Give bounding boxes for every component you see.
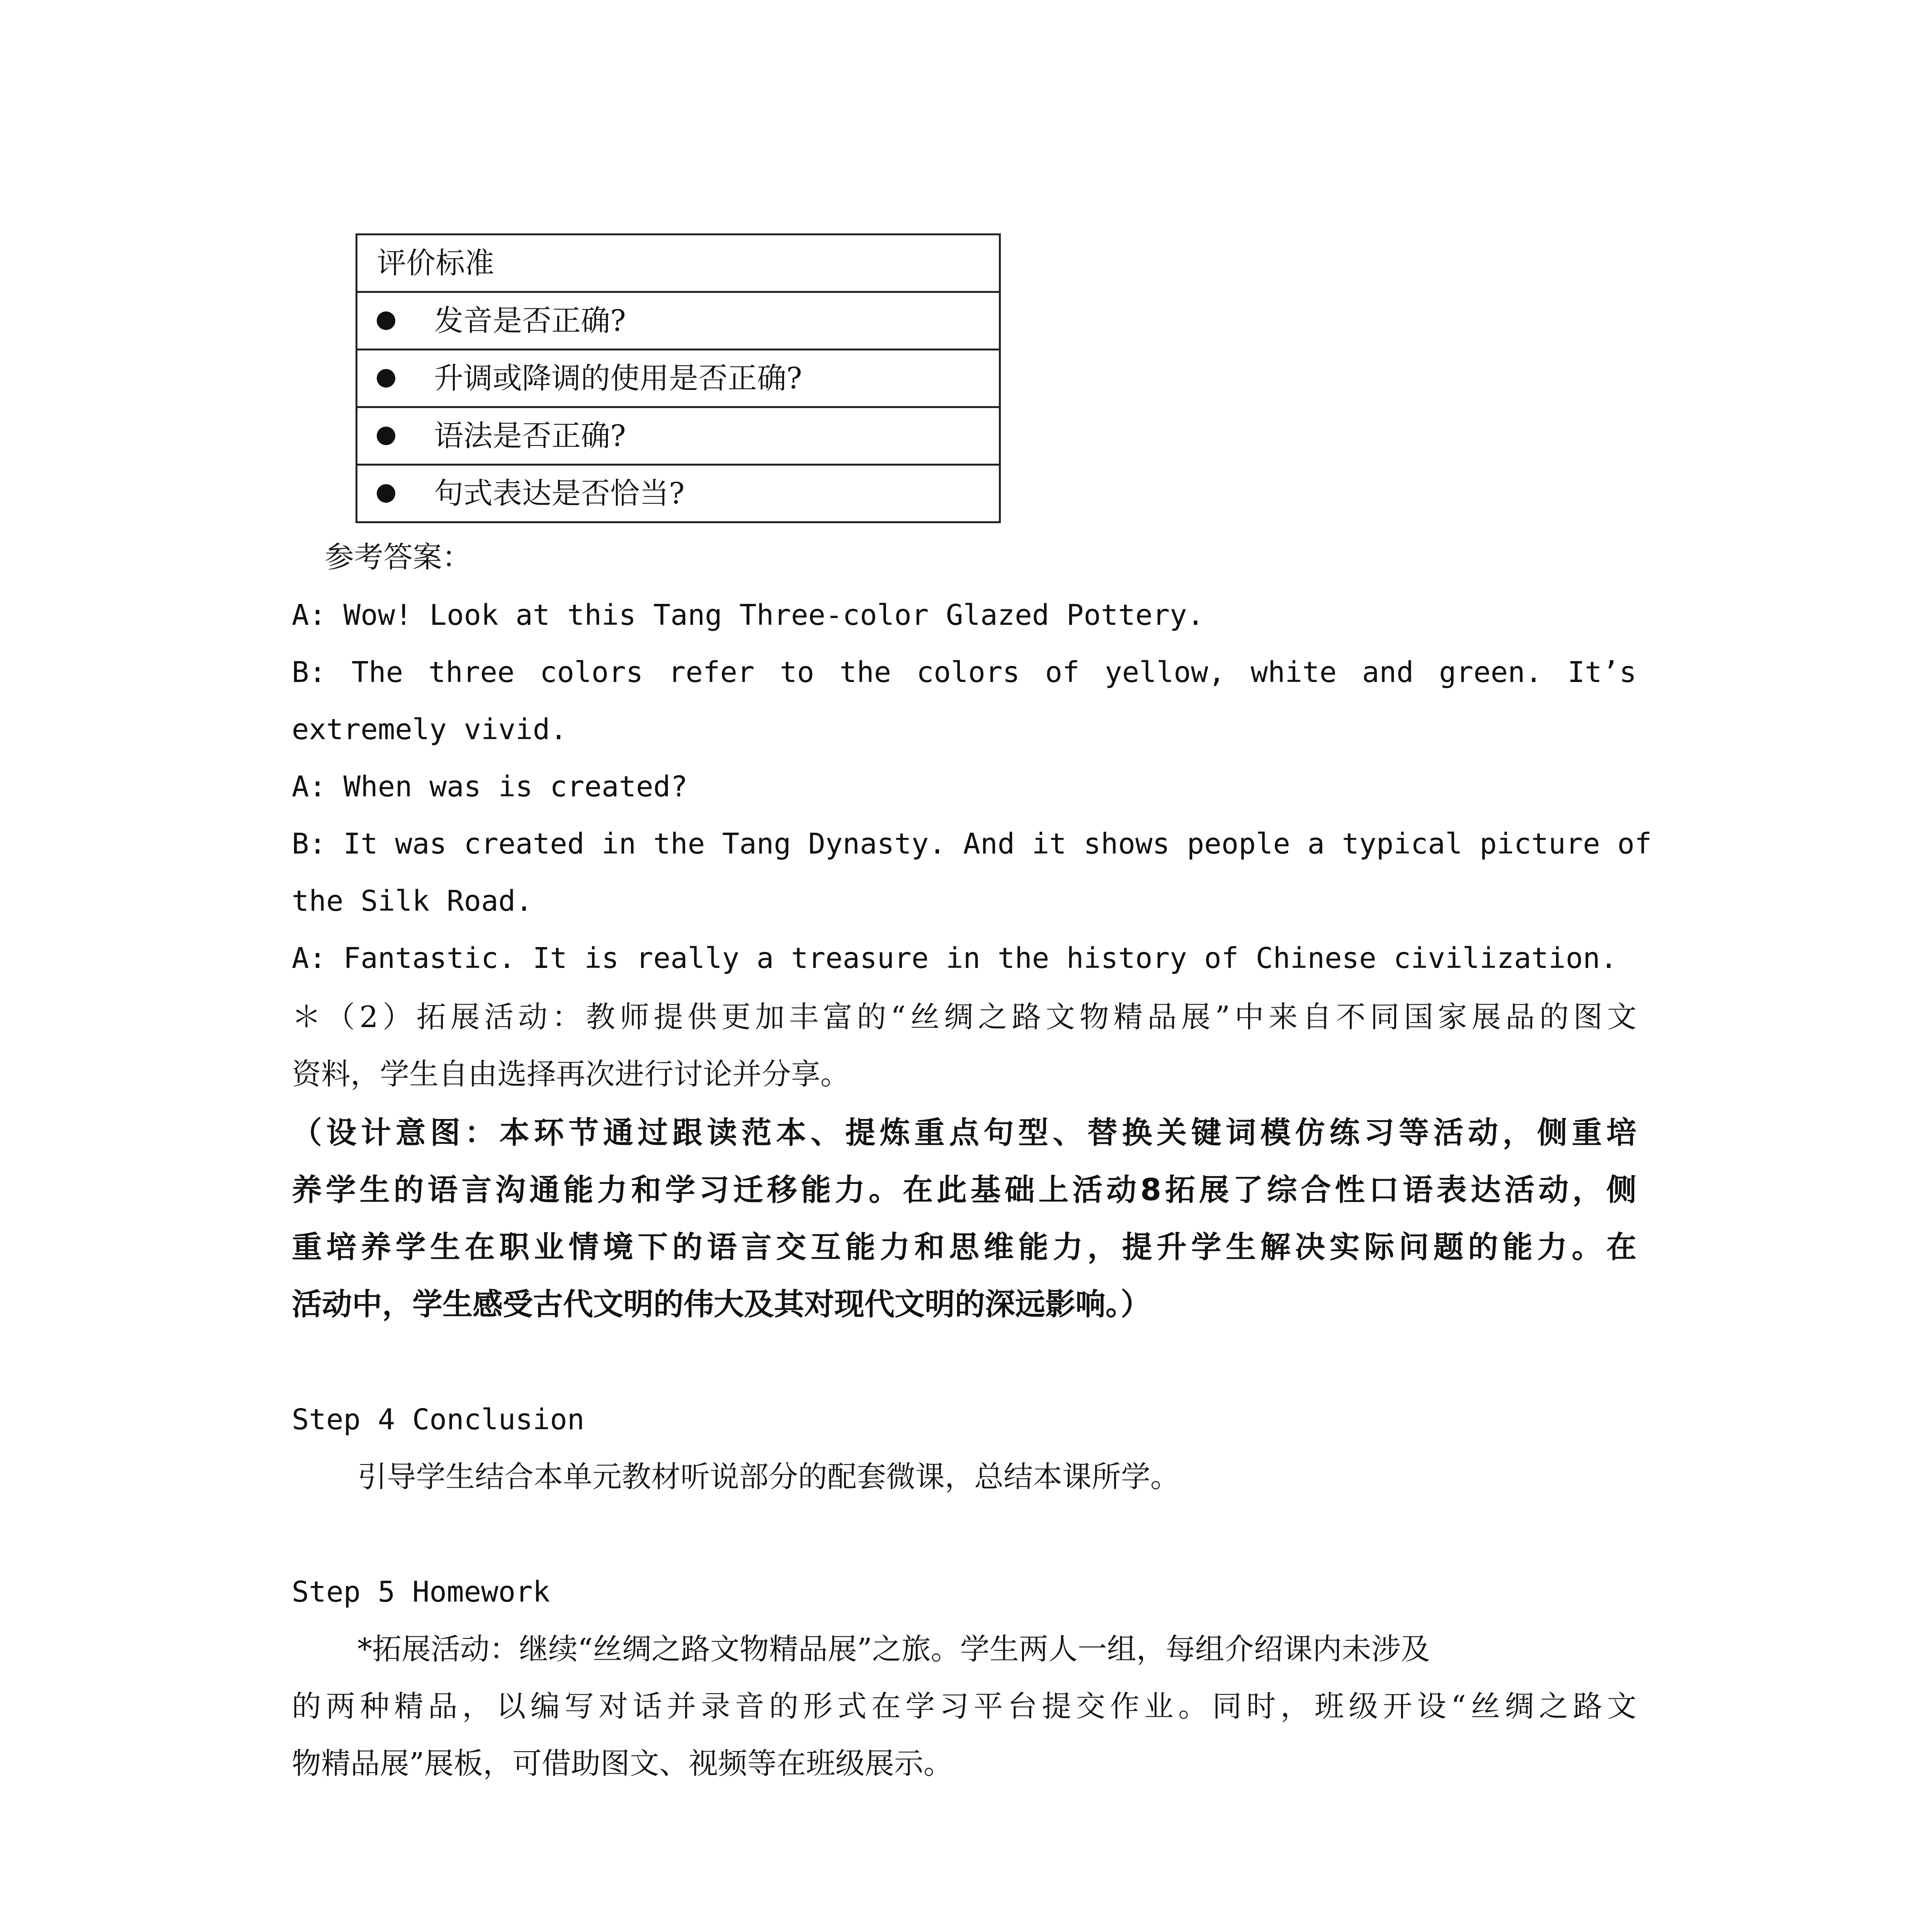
design-intent: 活动中，学生感受古代文明的伟大及其对现代文明的深远影响。） [292, 1287, 1151, 1322]
table-row [357, 292, 1000, 350]
criteria-item: 升调或降调的使用是否正确? [434, 361, 802, 395]
table-row [357, 465, 1000, 522]
criteria-header: 评价标准 [357, 235, 1000, 292]
dialogue-line: extremely vivid. [292, 713, 567, 746]
criteria-table [356, 233, 1001, 523]
dialogue-line: A: Wow! Look at this Tang Three-color Glazed Pottery. [292, 599, 1204, 632]
dialogue-line: B: The three colors refer to the colors of yellow, white and green. It’s [292, 656, 1636, 689]
design-intent: 重培养学生在职业情境下的语言交互能力和思维能力，提升学生解决实际问题的能力。在 [292, 1230, 1636, 1265]
step4-text: 引导学生结合本单元教材听说部分的配套微课，总结本课所学。 [357, 1459, 1180, 1494]
bullet-icon [377, 369, 395, 388]
extension-activity: 资料，学生自由选择再次进行讨论并分享。 [292, 1057, 850, 1091]
bullet-icon [377, 311, 395, 330]
step5-heading: Step 5 Homework [292, 1575, 550, 1609]
table-row [357, 235, 1000, 292]
criteria-item: 语法是否正确? [434, 418, 626, 453]
criteria-item: 发音是否正确? [434, 303, 626, 338]
step4-heading: Step 4 Conclusion [292, 1403, 585, 1436]
dialogue-line: B: It was created in the Tang Dynasty. And it shows people a typical picture of [292, 827, 1652, 861]
criteria-item: 句式表达是否恰当? [434, 476, 685, 510]
table-row [357, 407, 1000, 465]
table-row [357, 350, 1000, 407]
reference-label: 参考答案： [325, 540, 471, 574]
design-intent: 养学生的语言沟通能力和学习迁移能力。在此基础上活动8拓展了综合性口语表达活动，侧 [292, 1173, 1636, 1208]
extension-activity: ＊（2）拓展活动：教师提供更加丰富的“丝绸之路文物精品展”中来自不同国家展品的图文 [292, 1000, 1636, 1034]
dialogue-line: the Silk Road. [292, 884, 533, 918]
bullet-icon [377, 427, 395, 445]
bullet-icon [377, 484, 395, 503]
dialogue-line: A: When was is created? [292, 770, 688, 803]
design-intent: （设计意图：本环节通过跟读范本、提炼重点句型、替换关键词模仿练习等活动，侧重培 [292, 1116, 1636, 1150]
step5-text: 的两种精品，以编写对话并录音的形式在学习平台提交作业。同时，班级开设“丝绸之路文 [292, 1689, 1636, 1723]
step5-text: 物精品展”展板，可借助图文、视频等在班级展示。 [292, 1746, 953, 1781]
step5-text: *拓展活动：继续“丝绸之路文物精品展”之旅。学生两人一组，每组介绍课内未涉及 [357, 1632, 1430, 1666]
dialogue-line: A: Fantastic. It is really a treasure in the history of Chinese civilization. [292, 942, 1618, 975]
